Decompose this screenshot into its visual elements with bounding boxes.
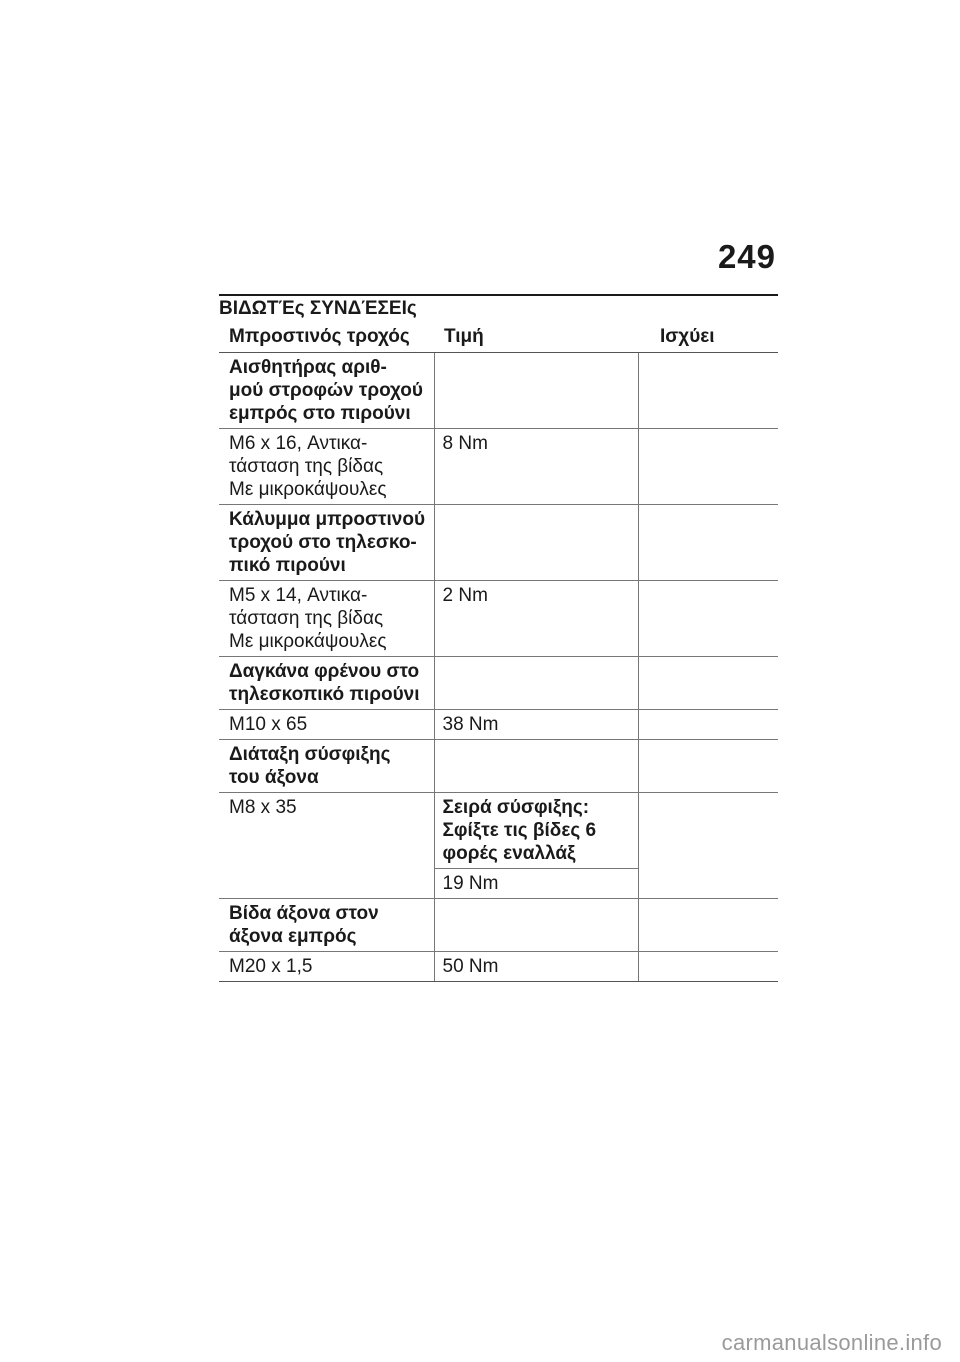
component-name-cell: Αισθητήρας αριθ- μού στροφών τροχού εμπρός στο πιρούνι: [219, 352, 434, 428]
valid-cell: [638, 709, 778, 739]
column-header-valid: Ισχύει: [638, 319, 778, 352]
torque-value-cell: 2 Nm: [434, 580, 638, 656]
section-divider: [219, 294, 778, 296]
spec-label-cell: M10 x 65: [219, 709, 434, 739]
component-name-cell: Δαγκάνα φρένου στο τηλεσκοπικό πιρούνι: [219, 656, 434, 709]
column-header-value: Τιμή: [434, 319, 638, 352]
valid-cell: [638, 656, 778, 709]
tightening-sequence-note: Σειρά σύσφιξης: Σφίξτε τις βίδες 6 φορές εναλλάξ: [434, 792, 638, 868]
spec-label-cell: M5 x 14, Αντικα- τάσταση της βίδας Με μικροκάψουλες: [219, 580, 434, 656]
page-number: 249: [717, 238, 776, 275]
valid-cell: [638, 504, 778, 580]
component-name-cell: Διάταξη σύσφιξης του άξονα: [219, 739, 434, 792]
spec-label-cell: M8 x 35: [219, 792, 434, 898]
column-header-front-wheel: Μπροστινός τροχός: [219, 319, 434, 352]
table-row: [219, 709, 778, 739]
table-body: [219, 352, 778, 981]
torque-value-cell: 19 Nm: [434, 868, 638, 898]
watermark-text: carmanualsonline.info: [721, 1330, 942, 1355]
torque-value-cell: [434, 898, 638, 951]
torque-value-cell: [434, 504, 638, 580]
torque-value-cell: 8 Nm: [434, 428, 638, 504]
valid-cell: [638, 792, 778, 898]
table-row: [219, 352, 778, 428]
torque-value-cell: [434, 739, 638, 792]
table-row: [219, 504, 778, 580]
torque-value-cell: [434, 352, 638, 428]
spec-label-cell: M6 x 16, Αντικα- τάσταση της βίδας Με μικροκάψουλες: [219, 428, 434, 504]
table-row: [219, 792, 778, 868]
valid-cell: [638, 352, 778, 428]
section-title: ΒΙΔΩΤΈς ΣΥΝΔΈΣΕΙς: [219, 298, 417, 319]
valid-cell: [638, 951, 778, 981]
table-header-row: [219, 319, 778, 352]
torque-spec-table: [219, 319, 778, 982]
torque-value-cell: [434, 656, 638, 709]
component-name-cell: Κάλυμμα μπροστινού τροχού στο τηλεσκο- πικό πιρούνι: [219, 504, 434, 580]
valid-cell: [638, 898, 778, 951]
valid-cell: [638, 580, 778, 656]
valid-cell: [638, 428, 778, 504]
valid-cell: [638, 739, 778, 792]
torque-value-cell: 38 Nm: [434, 709, 638, 739]
table-row: [219, 580, 778, 656]
table-row: [219, 428, 778, 504]
spec-label-cell: M20 x 1,5: [219, 951, 434, 981]
table-row: [219, 656, 778, 709]
component-name-cell: Βίδα άξονα στον άξονα εμπρός: [219, 898, 434, 951]
table-row: [219, 951, 778, 981]
table-row: [219, 739, 778, 792]
table-row: [219, 898, 778, 951]
torque-value-cell: 50 Nm: [434, 951, 638, 981]
